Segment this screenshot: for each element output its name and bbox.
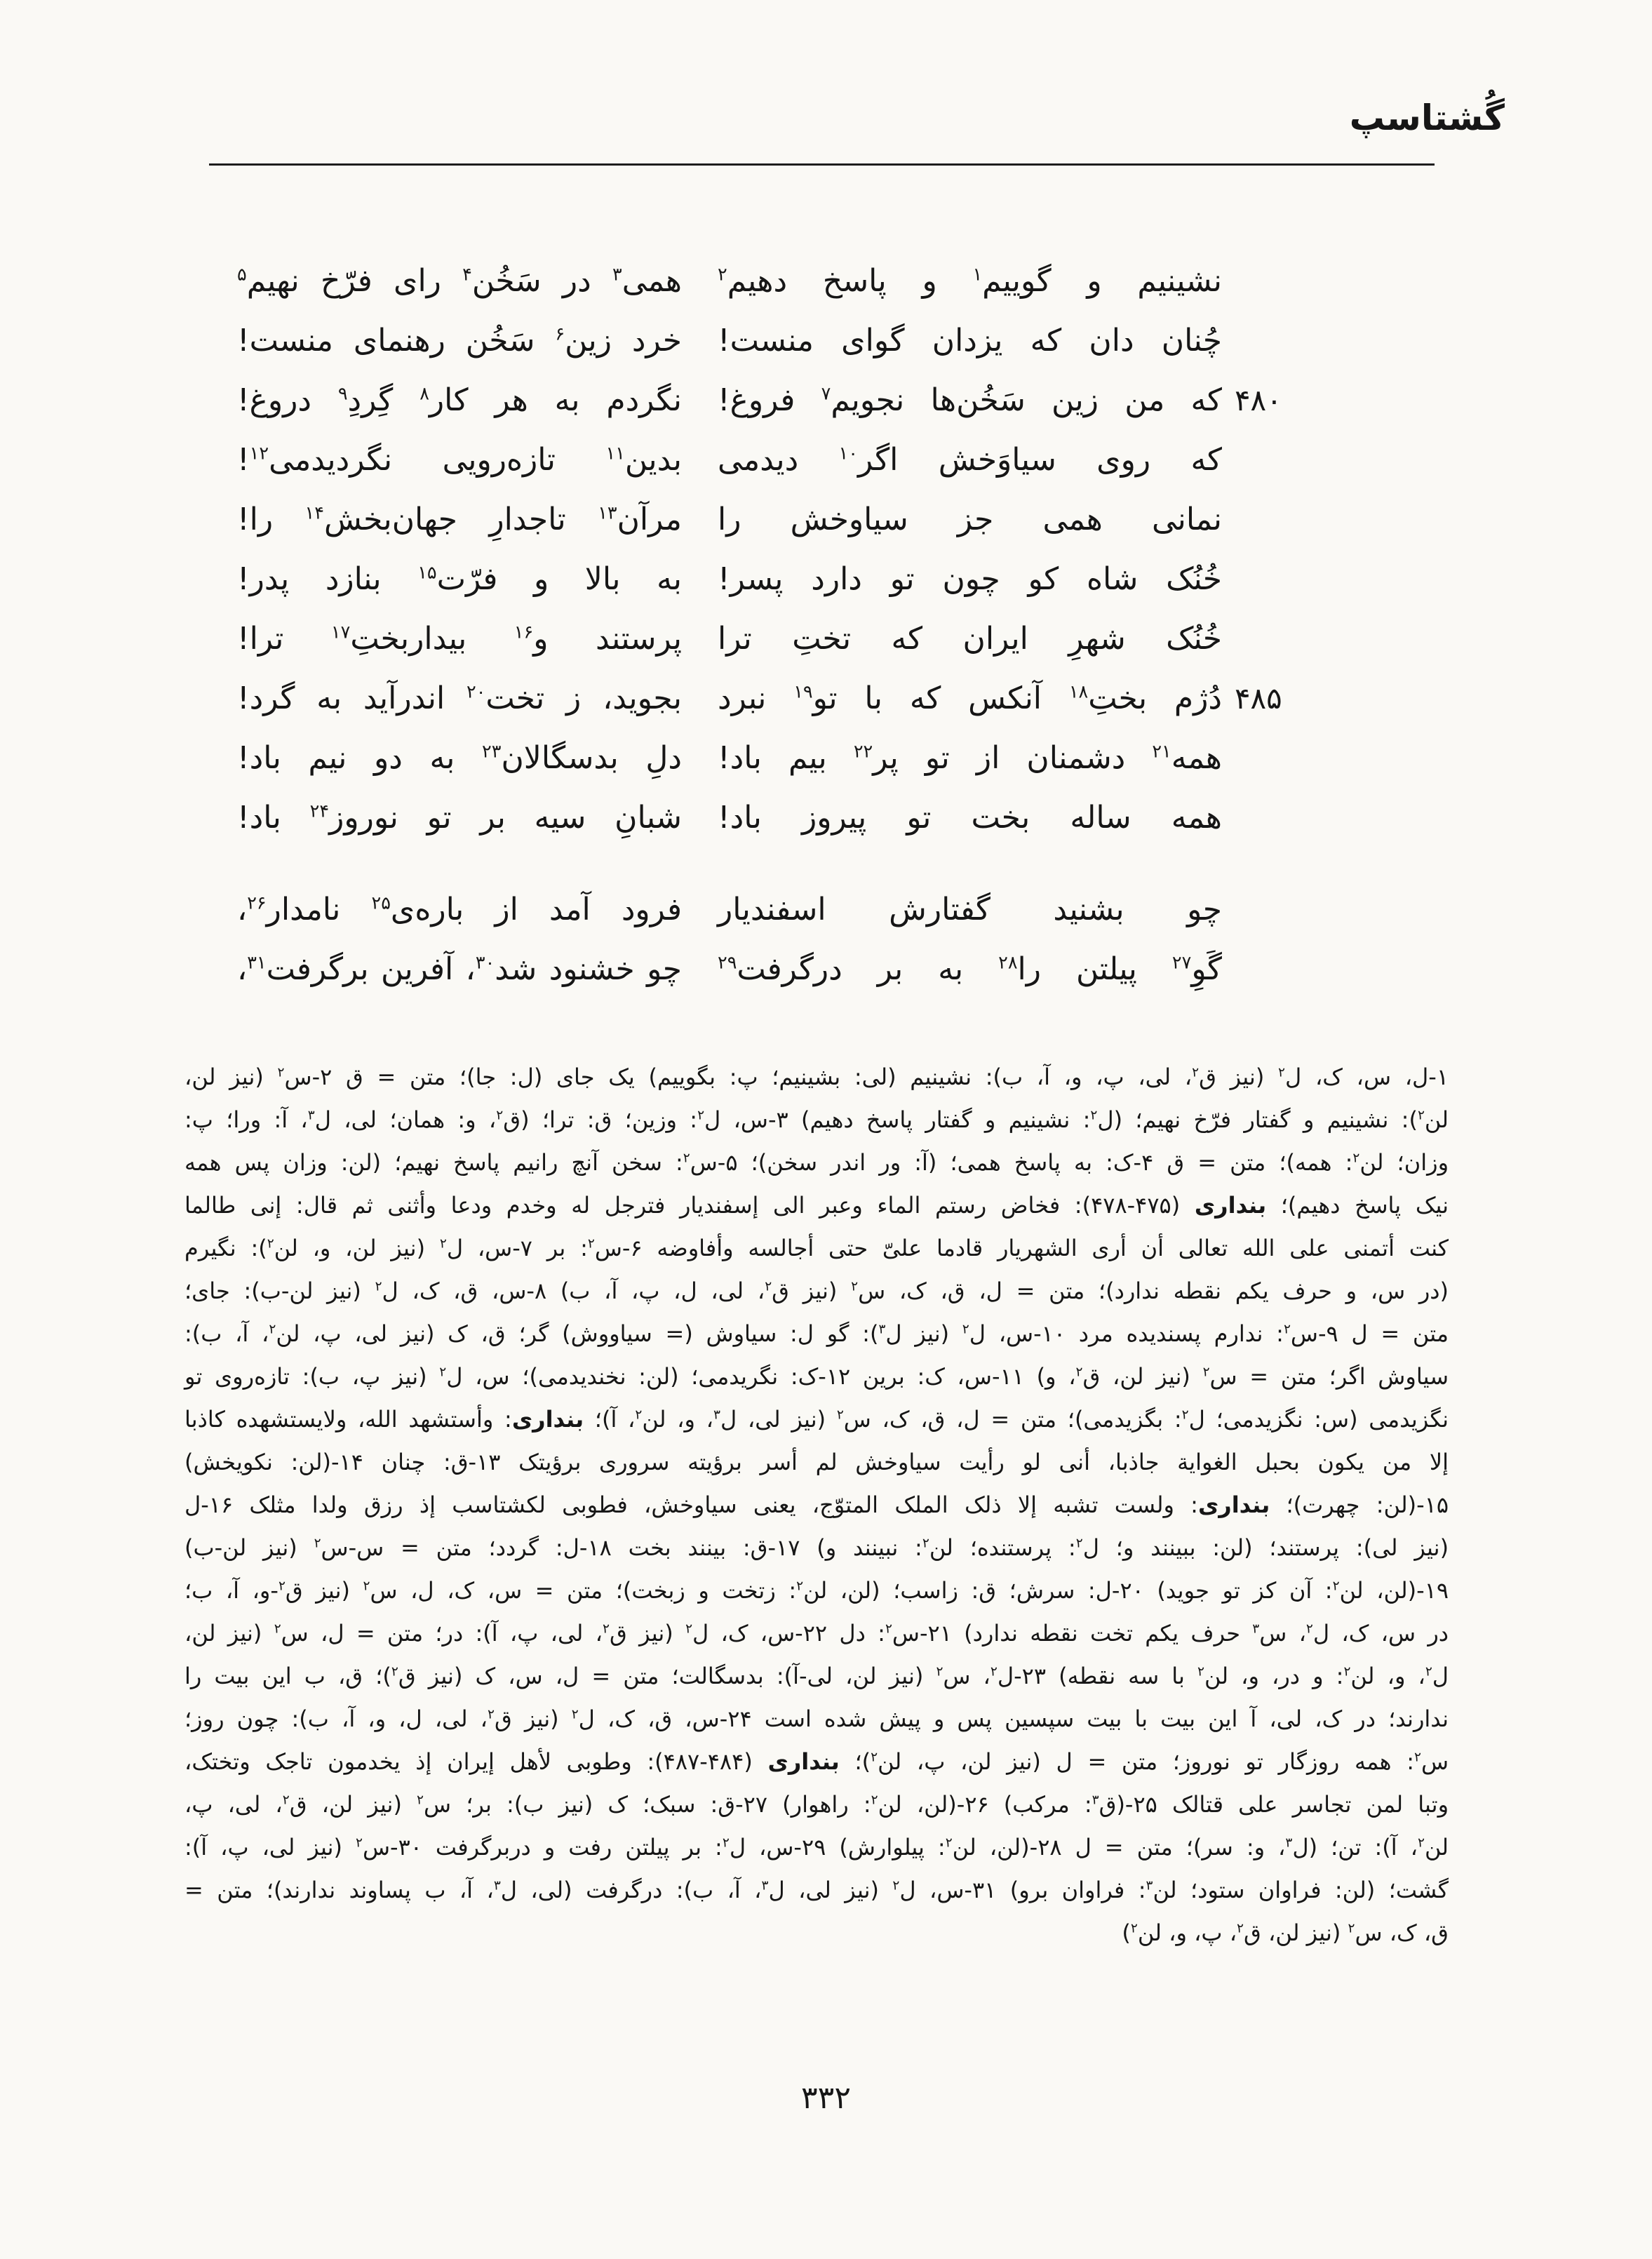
footnote-ref: ۲ [282, 1792, 290, 1808]
hemistich-left: پرستند و$^{۱۶}$ بیداربختِ$^{۱۷}$ ترا! [237, 621, 682, 657]
footnote-ref: ۲ [603, 1621, 610, 1637]
hemistich-left: نگردم به هر کار$^۸$ گِردِ$^۹$ دروغ! [237, 382, 682, 418]
footnote-ref: ۱۲ [249, 443, 269, 464]
footnote-ref: ۲ [391, 1664, 398, 1680]
couplet-row [237, 669, 1340, 728]
footnote-ref: ۲ [851, 1279, 859, 1294]
apparatus-line: سیاوش اگر؛ متن = س$^۲$ (نیز لن، ق$^۲$، و) ۱۱-س، ک: برین ۱۲-ک: نگریدمی؛ (لن: نخندیدمی)؛ س، ل$^۲$ (نیز پ، ب): تازه‌روی تو [184, 1363, 1449, 1390]
apparatus-line: س$^۲$: همه روزگار تو نوروز؛ متن = ل (نیز لن، پ، لن$^۲$)؛ بنداری (۴۸۴-۴۸۷): وطوبی لأهل إیران إذ یخدمون تاجک وتختک، [184, 1748, 1449, 1775]
footnote-ref: ۲ [1075, 1365, 1083, 1380]
footnote-ref: ۵ [237, 264, 247, 286]
footnote-ref: ۲ [635, 1407, 643, 1423]
footnote-ref: ۲ [722, 1835, 730, 1851]
footnote-ref: ۱۹ [793, 681, 813, 703]
footnote-ref: ۲ [1352, 1151, 1360, 1166]
apparatus-line: لن$^۲$، آ): تن؛ (ل$^۳$، و: سر)؛ متن = ل ۲۸-(لن، لن$^۲$: پیلوارش) ۲۹-س، ل$^۲$: بر پیلتن رفت و دربرگرفت ۳۰-س$^۲$ (نیز لی، پ، آ): [184, 1834, 1449, 1861]
couplet-row [237, 430, 1340, 490]
apparatus-source-name: بنداری [511, 1406, 584, 1433]
footnote-ref: ۳ [493, 1878, 501, 1893]
footnote-ref: ۲ [1332, 1578, 1340, 1594]
footnote-ref: ۲ [571, 1707, 579, 1722]
footnote-ref: ۲ [1417, 1835, 1425, 1851]
footnote-ref: ۲ [1130, 1921, 1138, 1936]
footnote-ref: ۲ [765, 1279, 772, 1294]
footnote-ref: ۳ [761, 1878, 769, 1893]
footnote-ref: ۲ [871, 1750, 878, 1765]
couplet-row [237, 939, 1340, 999]
footnote-ref: ۲ [1425, 1664, 1432, 1680]
hemistich-left: همی$^۳$ در سَخُن$^۴$ رای فرّخ نهیم$^۵$ [237, 263, 683, 299]
apparatus-line: وتبا لمن تجاسر علی قتالک ۲۵-(ق$^۳$: مرکب) ۲۶-(لن، لن$^۲$: راهوار) ۲۷-ق: سبک؛ ک (نیز ب): بر؛ س$^۲$ (نیز لن، ق$^۲$، لی، پ، [184, 1791, 1449, 1818]
footnote-ref: ۲۷ [1171, 952, 1192, 974]
apparatus-line: گشت؛ (لن: فراوان ستود؛ لن$^۳$: فراوان برو) ۳۱-س، ل$^۲$ (نیز لی، ل$^۳$، آ، ب): درگرفت (لی، ل$^۳$، آ، ب پساوند ندارند)؛ متن = [184, 1877, 1449, 1903]
footnote-ref: ۱۵ [417, 562, 437, 584]
footnote-ref: ۳ [1146, 1878, 1153, 1893]
footnote-ref: ۱۶ [513, 622, 534, 643]
footnote-ref: ۱۱ [605, 443, 625, 464]
header-rule [209, 163, 1435, 166]
footnote-ref: ۲ [267, 1236, 274, 1252]
hemistich-left: بدین$^{۱۱}$ تازه‌رویی نگردیدمی$^{۱۲}$! [237, 442, 682, 478]
footnote-ref: ۲ [417, 1792, 424, 1808]
footnote-ref: ۲ [1197, 1664, 1204, 1680]
footnote-ref: ۳ [1285, 1835, 1293, 1851]
footnote-ref: ۲۴ [309, 800, 330, 822]
footnote-ref: ۲ [871, 1792, 878, 1808]
footnote-ref: ۲۹ [718, 952, 737, 974]
hemistich-left: دلِ بدسگالان$^{۲۳}$ به دو نیم باد! [237, 740, 682, 776]
apparatus-line: (در س، و حرف یکم نقطه ندارد)؛ متن = ل، ق، ک، س$^۲$ (نیز ق$^۲$، لی، ل، پ، آ، ب) ۸-س، ق، ک، ل$^۲$ (نیز لن-ب): جای؛ [184, 1278, 1449, 1304]
footnote-ref: ۲ [1202, 1365, 1210, 1380]
footnote-ref: ۱۳ [598, 502, 617, 524]
footnote-ref: ۲ [962, 1322, 969, 1337]
couplet-row [237, 311, 1340, 370]
footnote-ref: ۲ [496, 1108, 504, 1123]
footnote-ref: ۲ [1414, 1750, 1421, 1765]
footnote-ref: ۲ [990, 1664, 998, 1680]
footnote-ref: ۱۸ [1068, 681, 1089, 703]
hemistich-left: بجوید، ز تخت$^{۲۰}$ اندرآید به گرد! [237, 681, 682, 716]
page-header-title: گُشتاسپ [1349, 98, 1505, 138]
footnote-ref: ۲ [277, 1065, 285, 1080]
footnote-ref: ۲ [1278, 1065, 1285, 1080]
hemistich-left: به بالا و فرّت$^{۱۵}$ بنازد پدر! [237, 561, 682, 597]
hemistich-left: شبانِ سیه بر تو نوروز$^{۲۴}$ باد! [237, 800, 683, 836]
footnote-ref: ۲ [355, 1835, 363, 1851]
hemistich-right: که روی سیاوَخش اگر$^{۱۰}$ دیدمی [718, 442, 1222, 478]
footnote-ref: ۲ [1237, 1921, 1244, 1936]
apparatus-source-name: بنداری [767, 1748, 840, 1775]
hemistich-left: مرآن$^{۱۳}$ تاجدارِ جهان‌بخش$^{۱۴}$ را! [237, 502, 682, 537]
footnote-ref: ۲۱ [1152, 741, 1171, 763]
footnote-ref: ۳ [878, 1322, 886, 1337]
footnote-ref: ۲ [274, 1621, 281, 1637]
footnote-ref: ۲۲ [853, 741, 873, 763]
hemistich-right: چُنان دان که یزدان گوای منست! [718, 323, 1222, 358]
footnote-ref: ۱۰ [838, 443, 858, 464]
apparatus-line: إلا من یکون بحبل الغوایة جاذبا، أنی لو رأیت سیاوخش لم أسر برؤیته سروری برؤیتک ۱۳-ق: چنان ۱۴-(لن: نکویخش) [184, 1449, 1449, 1475]
apparatus-line: ل$^۲$، و، لن$^۲$: و در، و، لن$^۲$ با سه نقطه) ۲۳-ل$^۲$، س$^۲$ (نیز لن، لی-آ): بدسگالت؛ متن = ل، س، ک (نیز ق$^۲$)؛ ق، ب این بیت را [184, 1663, 1449, 1689]
footnote-ref: ۱۴ [304, 502, 324, 524]
couplet-row [237, 549, 1340, 609]
footnote-ref: ۲ [683, 1151, 690, 1166]
couplet-row [237, 609, 1340, 669]
hemistich-right: نشینیم و گوییم$^۱$ و پاسخ دهیم$^۲$ [718, 263, 1222, 299]
couplet-row [237, 490, 1340, 549]
footnote-ref: ۲ [269, 1322, 276, 1337]
footnote-ref: ۲ [945, 1835, 953, 1851]
apparatus-line: نگزیدمی (س: نگزیدمی؛ ل$^۲$: بگزیدمی)؛ متن = ل، ق، ک، س$^۲$ (نیز لی، ل$^۳$، و، لن$^۲$، آ)؛ بنداری: وأستشهد الله، ولایستشهده کاذبا [184, 1406, 1449, 1433]
footnote-ref: ۳۱ [247, 952, 267, 974]
apparatus-line: (نیز لی): پرستند؛ (لن: ببینند و؛ ل$^۲$: پرستنده؛ لن$^۲$: نبینند و) ۱۷-ق: بینند بخت ۱۸-ل: گردد؛ متن = س-س$^۲$ (نیز لن-ب) [184, 1534, 1449, 1561]
footnote-ref: ۱ [972, 264, 983, 286]
hemistich-left: چو خشنود شد$^{۳۰}$، آفرین برگرفت$^{۳۱}$، [237, 951, 682, 987]
footnote-ref: ۲ [439, 1365, 447, 1380]
footnote-ref: ۳ [307, 1108, 315, 1123]
hemistich-right: همه ساله بخت تو پیروز باد! [718, 800, 1222, 836]
footnote-ref: ۲ [1090, 1108, 1098, 1123]
couplet-row [237, 880, 1340, 939]
footnote-ref: ۲ [1343, 1664, 1351, 1680]
apparatus-line: ق، ک، س$^۲$ (نیز لن، ق$^۲$، پ، و، لن$^۲$) [1122, 1919, 1449, 1946]
footnote-ref: ۱۷ [330, 622, 351, 643]
footnote-ref: ۶ [555, 323, 565, 345]
footnote-ref: ۳ [612, 264, 622, 286]
hemistich-right: نمانی همی جز سیاوخش را [718, 502, 1222, 537]
apparatus-line: متن = ل ۹-س$^۲$: ندارم پسندیده مرد ۱۰-س، ل$^۲$ (نیز ل$^۳$): گو ل: سیاوش (= سیاووش) گر؛ ق، ک (نیز لی، پ، لن$^۲$، آ، ب): [184, 1320, 1449, 1347]
footnote-ref: ۴ [462, 264, 472, 286]
footnote-ref: ۳۰ [475, 952, 495, 974]
footnote-ref: ۲۶ [247, 892, 267, 914]
footnote-ref: ۲۸ [998, 952, 1018, 974]
footnote-ref: ۲ [439, 1236, 447, 1252]
footnote-ref: ۲ [278, 1578, 286, 1594]
hemistich-left: فرود آمد از باره‌ی$^{۲۵}$ نامدار$^{۲۶}$، [237, 892, 682, 927]
apparatus-source-name: بنداری [1194, 1192, 1267, 1219]
apparatus-line: ۱۵-(لن: چهرت)؛ بنداری: ولست تشبه إلا ذلک الملک المتوّج، یعنی سیاوخش، فطوبی لکشتاسب إذ رزق ولدا مثلک ۱۶-ل [184, 1492, 1449, 1518]
footnote-ref: ۲ [1305, 1621, 1313, 1637]
footnote-ref: ۲ [1181, 1407, 1189, 1423]
hemistich-right: چو بشنید گفتارش اسفندیار [718, 892, 1222, 927]
hemistich-right: خُنُک شاه کو چون تو دارد پسر! [718, 561, 1222, 597]
apparatus-line: لن$^۲$): نشینیم و گفتار فرّخ نهیم؛ (ل$^۲$: نشینیم و گفتار پاسخ دهیم) ۳-س، ل$^۲$: وزین؛ ق: ترا؛ (ق$^۲$، و: همان؛ لی، ل$^۳$، آ: ورا؛ پ: [184, 1106, 1449, 1133]
hemistich-right: که من زین سَخُن‌ها نجویم$^۷$ فروغ! [718, 382, 1222, 418]
hemistich-right: همه$^{۲۱}$ دشمنان از تو پر$^{۲۲}$ بیم باد! [718, 740, 1222, 776]
critical-apparatus [184, 1056, 1449, 1955]
footnote-ref: ۲ [488, 1707, 495, 1722]
footnote-ref: ۲ [363, 1578, 370, 1594]
footnote-ref: ۲ [314, 1536, 321, 1551]
footnote-ref: ۲ [1283, 1322, 1291, 1337]
couplet-row [237, 788, 1340, 847]
couplet-row [237, 728, 1340, 788]
apparatus-line: ندارند؛ در ک، لی، آ این بیت با بیت سپسین پس و پیش شده است ۲۴-س، ق، ک، ل$^۲$ (نیز ق$^۲$، لی، ل، و، آ، ب): چون روز؛ [184, 1705, 1449, 1732]
couplet-row [237, 251, 1340, 311]
apparatus-line: وزان؛ لن$^۲$: همه)؛ متن = ق ۴-ک: به پاسخ همی؛ (آ: ور اندر سخن)؛ ۵-س$^۲$: سخن آنچ رانیم پاسخ نهیم؛ (لن: وزان پس همه [184, 1149, 1449, 1176]
footnote-ref: ۲ [587, 1236, 595, 1252]
footnote-ref: ۲ [836, 1407, 844, 1423]
footnote-ref: ۲ [375, 1279, 382, 1294]
poem [237, 251, 1340, 999]
footnote-ref: ۲ [1417, 1108, 1425, 1123]
footnote-ref: ۲ [796, 1578, 804, 1594]
footnote-ref: ۲ [685, 1621, 693, 1637]
couplet-row [237, 370, 1340, 430]
footnote-ref: ۲ [718, 264, 727, 286]
apparatus-line: ۱۹-(لن، لن$^۲$: آن کز تو جوید) ۲۰-ل: سرش؛ ق: زاسب؛ (لن، لن$^۲$: زتخت و زبخت)؛ متن = س، ک، ل، س$^۲$ (نیز ق$^۲$-و، آ، ب؛ [184, 1577, 1449, 1604]
footnote-ref: ۲ [885, 1621, 892, 1637]
hemistich-right: گَوِ$^{۲۷}$ پیلتن را$^{۲۸}$ به بر درگرفت$^{۲۹}$ [718, 951, 1223, 987]
footnote-ref: ۸ [419, 383, 429, 405]
footnote-ref: ۲ [1192, 1065, 1200, 1080]
apparatus-line: نیک پاسخ دهیم)؛ بنداری (۴۷۵-۴۷۸): فخاض رستم الماء وعبر الی إسفندیار فترجل له وخدم ودعا وأثنی ثم قال: إنی طالما [184, 1192, 1449, 1219]
footnote-ref: ۲ [697, 1108, 705, 1123]
footnote-ref: ۳ [713, 1407, 720, 1423]
footnote-ref: ۲ [1348, 1921, 1355, 1936]
footnote-ref: ۲ [936, 1664, 943, 1680]
footnote-ref: ۲۳ [482, 741, 502, 763]
footnote-ref: ۷ [821, 383, 831, 405]
footnote-ref: ۲۰ [466, 681, 486, 703]
footnote-ref: ۹ [337, 383, 348, 405]
footnote-ref: ۲ [892, 1878, 900, 1893]
footnote-ref: ۳ [1092, 1792, 1099, 1808]
apparatus-line: کنت أتمنی علی الله تعالی أن أری الشهریار قادما علیّ حتی أجالسه وأفاوضه ۶-س$^۲$: بر ۷-س، ل$^۲$ (نیز لن، و، لن$^۲$): نگیرم [184, 1235, 1449, 1261]
page-number: ۳۳۲ [801, 2080, 851, 2116]
verse-number: ۴۸۰ [1235, 383, 1282, 417]
hemistich-left: خرد زین$^۶$ سَخُن رهنمای منست! [237, 323, 682, 358]
footnote-ref: ۲ [922, 1536, 929, 1551]
hemistich-right: خُنُک شهرِ ایران که تختِ ترا [718, 621, 1222, 657]
footnote-ref: ۲۵ [371, 892, 391, 914]
apparatus-line: در س، ک، ل$^۲$، س$^۳$ حرف یکم تخت نقطه ندارد) ۲۱-س$^۲$: دل ۲۲-س، ک، ل$^۲$ (نیز ق$^۲$، لی، پ، آ): در؛ متن = ل، س$^۲$ (نیز لن، [184, 1620, 1449, 1647]
hemistich-right: دُژم بختِ$^{۱۸}$ آنکس که با تو$^{۱۹}$ نبرد [718, 681, 1222, 716]
apparatus-source-name: بنداری [1197, 1492, 1270, 1518]
footnote-ref: ۲ [1075, 1536, 1083, 1551]
verse-number: ۴۸۵ [1235, 681, 1282, 716]
footnote-ref: ۳ [1252, 1621, 1260, 1637]
apparatus-line: ۱-ل، س، ک، ل$^۲$ (نیز ق$^۲$، لی، پ، و، آ، ب): نشینیم (لی: بشینیم؛ پ: بگوییم) یک جای (ل: جا)؛ متن = ق ۲-س$^۲$ (نیز لن، [184, 1064, 1449, 1090]
